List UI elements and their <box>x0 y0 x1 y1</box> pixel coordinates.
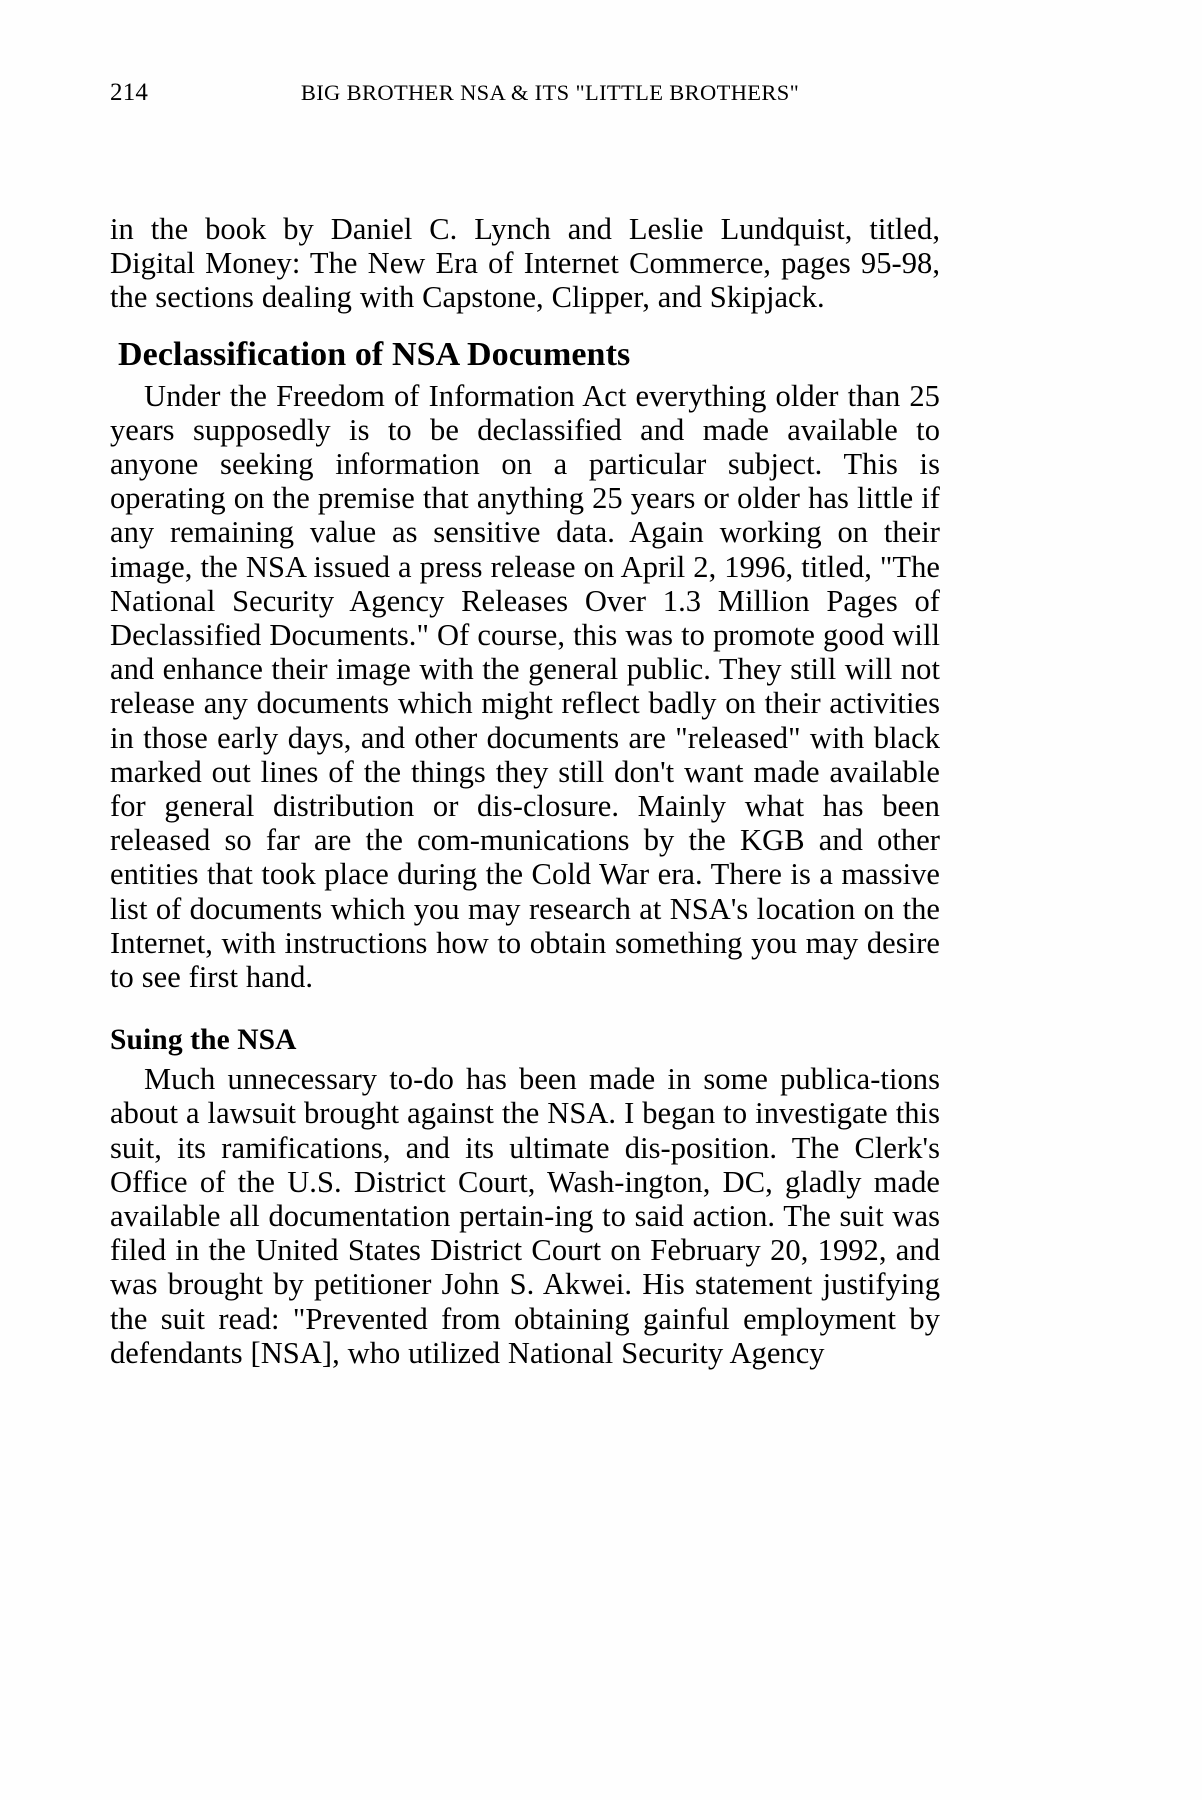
paragraph-declassification: Under the Freedom of Information Act everything older than 25 years supposedly is to be declassified and made available to anyone seeking information on a particular subject. This is operating on the premise that anything 25 years or older has little if any remaining value as sensitive data. Again working on their image, the NSA issued a press release on April 2, 1996, titled, "The National Security Agency Releases Over 1.3 Million Pages of Declassified Documents." Of course, this was to promote good will and enhance their image with the general public. They still will not release any documents which might reflect badly on their activities in those early days, and other documents are "released" with black marked out lines of the things they still don't want made available for general distribution or dis-​closure. Mainly what has been released so far are the com-​munications by the KGB and other entities that took place during the Cold War era. There is a massive list of documents which you may research at NSA's location on the Internet, with instructions how to obtain something you may desire to see first hand. <box>110 378 940 995</box>
running-header-title: BIG BROTHER NSA & ITS "LITTLE BROTHERS" <box>300 80 800 105</box>
paragraph-suing-the-nsa: Much unnecessary to-​do has been made in some publica-​tions about a lawsuit brought against the NSA. I began to investigate this suit, its ramifications, and its ultimate dis-​position. The Clerk's Office of the U.S. District Court, Wash-​ington, DC, gladly made available all documentation pertain-​ing to said action. The suit was filed in the United States District Court on February 20, 1992, and was brought by petitioner John S. Akwei. His statement justifying the suit read: "Prevented from obtaining gainful employment by defendants [NSA], who utilized National Security Agency <box>110 1062 940 1370</box>
running-head <box>110 78 938 108</box>
text-block <box>110 212 940 1370</box>
page-number: 214 <box>110 79 149 106</box>
subsection-heading-suing-the-nsa: Suing the NSA <box>110 1024 297 1057</box>
paragraph-continuation: in the book by Daniel C. Lynch and Leslie Lundquist, titled, Digital Money: The New Era of Internet Commerce, pages 95-98, the sections dealing with Capstone, Clipper, and Skipjack. <box>110 212 940 315</box>
section-heading-declassification: Declassification of NSA Documents <box>118 335 631 373</box>
